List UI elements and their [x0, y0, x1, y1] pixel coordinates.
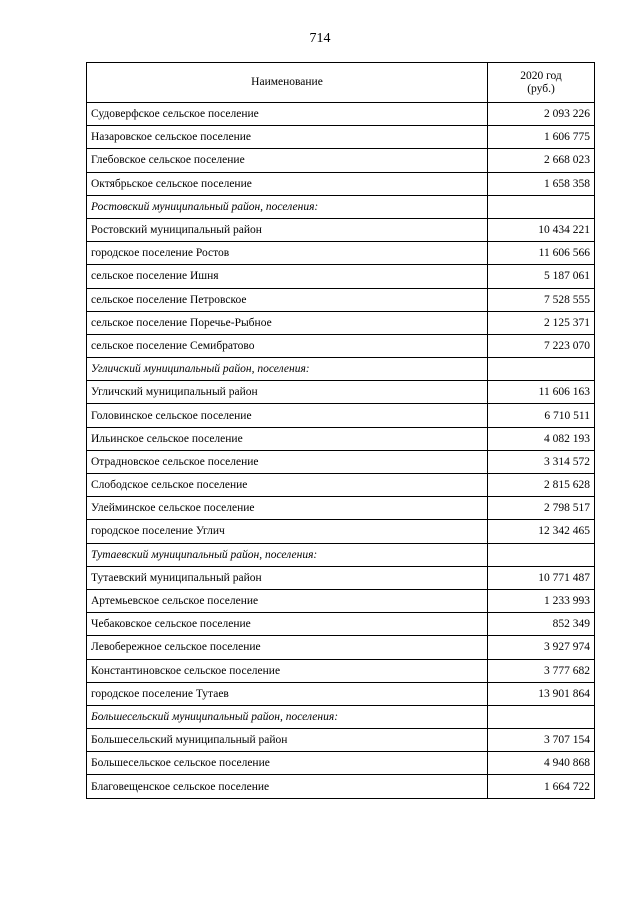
cell-value: 7 528 555: [488, 288, 595, 311]
cell-value: [488, 543, 595, 566]
cell-name: Угличский муниципальный район, поселения:: [87, 358, 488, 381]
cell-value: [488, 358, 595, 381]
table-row: [87, 288, 595, 311]
table-row: [87, 218, 595, 241]
cell-name: Благовещенское сельское поселение: [87, 775, 488, 798]
cell-value: 11 606 163: [488, 381, 595, 404]
table-row: [87, 242, 595, 265]
district-heading-row: [87, 358, 595, 381]
table-header-row: [87, 63, 595, 103]
table-row: [87, 497, 595, 520]
cell-name: Угличский муниципальный район: [87, 381, 488, 404]
table-row: [87, 311, 595, 334]
cell-name: Отрадновское сельское поселение: [87, 450, 488, 473]
cell-name: городское поселение Тутаев: [87, 682, 488, 705]
table-row: [87, 172, 595, 195]
cell-value: 1 606 775: [488, 126, 595, 149]
cell-value: 852 349: [488, 613, 595, 636]
table-row: [87, 589, 595, 612]
budget-table: [86, 62, 595, 799]
table-row: [87, 636, 595, 659]
cell-value: 2 668 023: [488, 149, 595, 172]
cell-name: Головинское сельское поселение: [87, 404, 488, 427]
cell-name: Глебовское сельское поселение: [87, 149, 488, 172]
cell-value: [488, 705, 595, 728]
table-row: [87, 729, 595, 752]
cell-value: 4 082 193: [488, 427, 595, 450]
cell-value: 4 940 868: [488, 752, 595, 775]
table-row: [87, 334, 595, 357]
cell-value: 5 187 061: [488, 265, 595, 288]
cell-value: 3 707 154: [488, 729, 595, 752]
cell-value: 10 771 487: [488, 566, 595, 589]
cell-value: 11 606 566: [488, 242, 595, 265]
table-row: [87, 682, 595, 705]
cell-value: 2 093 226: [488, 103, 595, 126]
table-row: [87, 149, 595, 172]
table-row: [87, 404, 595, 427]
cell-value: 12 342 465: [488, 520, 595, 543]
cell-name: сельское поселение Поречье-Рыбное: [87, 311, 488, 334]
cell-value: 1 233 993: [488, 589, 595, 612]
district-heading-row: [87, 195, 595, 218]
cell-name: Октябрьское сельское поселение: [87, 172, 488, 195]
cell-name: Ильинское сельское поселение: [87, 427, 488, 450]
table-row: [87, 520, 595, 543]
table-row: [87, 103, 595, 126]
cell-name: городское поселение Ростов: [87, 242, 488, 265]
cell-name: Большесельский муниципальный район, поселения:: [87, 705, 488, 728]
table-body: [87, 103, 595, 799]
table-row: [87, 566, 595, 589]
cell-name: Артемьевское сельское поселение: [87, 589, 488, 612]
column-header-value-year: 2020 год: [520, 69, 562, 82]
table-row: [87, 381, 595, 404]
cell-name: Улейминское сельское поселение: [87, 497, 488, 520]
cell-name: Большесельское сельское поселение: [87, 752, 488, 775]
cell-name: Левобережное сельское поселение: [87, 636, 488, 659]
cell-name: Ростовский муниципальный район: [87, 218, 488, 241]
cell-value: 6 710 511: [488, 404, 595, 427]
table-row: [87, 126, 595, 149]
cell-value: 13 901 864: [488, 682, 595, 705]
cell-name: Слободское сельское поселение: [87, 474, 488, 497]
cell-name: Константиновское сельское поселение: [87, 659, 488, 682]
column-header-value: [488, 63, 595, 103]
district-heading-row: [87, 543, 595, 566]
cell-value: 2 125 371: [488, 311, 595, 334]
table-row: [87, 613, 595, 636]
cell-name: Тутаевский муниципальный район, поселения:: [87, 543, 488, 566]
column-header-name: Наименование: [87, 63, 488, 103]
cell-name: Большесельский муниципальный район: [87, 729, 488, 752]
table-row: [87, 752, 595, 775]
cell-value: 2 798 517: [488, 497, 595, 520]
cell-value: 3 314 572: [488, 450, 595, 473]
cell-name: сельское поселение Петровское: [87, 288, 488, 311]
cell-name: сельское поселение Ишня: [87, 265, 488, 288]
table-row: [87, 775, 595, 798]
table-row: [87, 474, 595, 497]
cell-value: 7 223 070: [488, 334, 595, 357]
cell-name: Тутаевский муниципальный район: [87, 566, 488, 589]
cell-value: 2 815 628: [488, 474, 595, 497]
cell-value: 1 658 358: [488, 172, 595, 195]
cell-value: [488, 195, 595, 218]
column-header-value-unit: (руб.): [527, 82, 555, 95]
cell-name: Судоверфское сельское поселение: [87, 103, 488, 126]
table-row: [87, 450, 595, 473]
table-row: [87, 427, 595, 450]
cell-name: городское поселение Углич: [87, 520, 488, 543]
page-number: 714: [309, 31, 331, 46]
cell-name: Ростовский муниципальный район, поселения:: [87, 195, 488, 218]
cell-name: сельское поселение Семибратово: [87, 334, 488, 357]
table-row: [87, 659, 595, 682]
district-heading-row: [87, 705, 595, 728]
cell-value: 3 777 682: [488, 659, 595, 682]
cell-value: 1 664 722: [488, 775, 595, 798]
cell-name: Назаровское сельское поселение: [87, 126, 488, 149]
cell-value: 10 434 221: [488, 218, 595, 241]
cell-value: 3 927 974: [488, 636, 595, 659]
cell-name: Чебаковское сельское поселение: [87, 613, 488, 636]
table-row: [87, 265, 595, 288]
